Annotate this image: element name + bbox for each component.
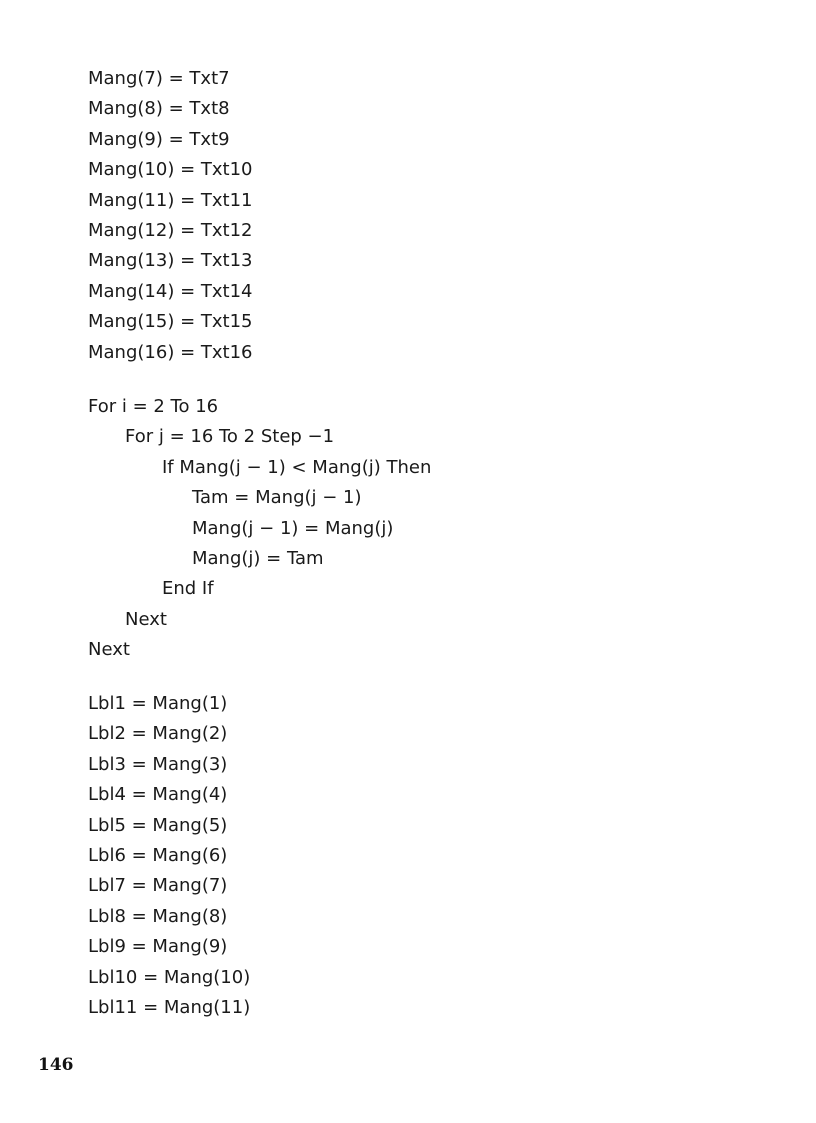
code-line: Lbl8 = Mang(8): [88, 905, 228, 927]
code-line: Lbl5 = Mang(5): [88, 814, 228, 836]
swap-line: Mang(j − 1) = Mang(j): [192, 517, 394, 539]
code-line: Mang(7) = Txt7: [88, 68, 230, 89]
code-line: Lbl1 = Mang(1): [88, 693, 228, 714]
code-line: Mang(10) = Txt10: [88, 159, 253, 181]
code-line: Lbl7 = Mang(7): [88, 875, 228, 897]
code-line: Mang(8) = Txt8: [88, 98, 230, 120]
code-line: Lbl10 = Mang(10): [88, 966, 251, 988]
outer-next-line: Next: [88, 639, 130, 661]
code-line: Mang(9) = Txt9: [88, 128, 230, 150]
sort-loop-block: [0, 392, 431, 666]
page-number: 146: [38, 1055, 74, 1075]
code-line: Mang(14) = Txt14: [88, 280, 253, 302]
label-assignment-block: [0, 689, 250, 1023]
code-line: Lbl4 = Mang(4): [88, 784, 228, 806]
code-line: Lbl3 = Mang(3): [88, 753, 228, 775]
code-line: Mang(11) = Txt11: [88, 189, 253, 211]
code-line: Mang(16) = Txt16: [88, 341, 253, 363]
code-line: Mang(12) = Txt12: [88, 219, 253, 241]
code-line: Lbl9 = Mang(9): [88, 936, 228, 958]
swap-line: Mang(j) = Tam: [192, 547, 324, 569]
inner-for-line: For j = 16 To 2 Step −1: [125, 426, 335, 448]
end-if-line: End If: [162, 578, 214, 600]
code-line: Mang(15) = Txt15: [88, 311, 253, 333]
array-assignment-block: [0, 64, 252, 368]
swap-line: Tam = Mang(j − 1): [192, 487, 362, 509]
code-line: Lbl6 = Mang(6): [88, 844, 228, 866]
code-line: Lbl11 = Mang(11): [88, 996, 251, 1018]
inner-next-line: Next: [125, 608, 167, 630]
code-line: Lbl2 = Mang(2): [88, 723, 228, 745]
if-line: If Mang(j − 1) < Mang(j) Then: [162, 456, 432, 478]
code-line: Mang(13) = Txt13: [88, 250, 253, 272]
outer-for-line: For i = 2 To 16: [88, 396, 219, 417]
